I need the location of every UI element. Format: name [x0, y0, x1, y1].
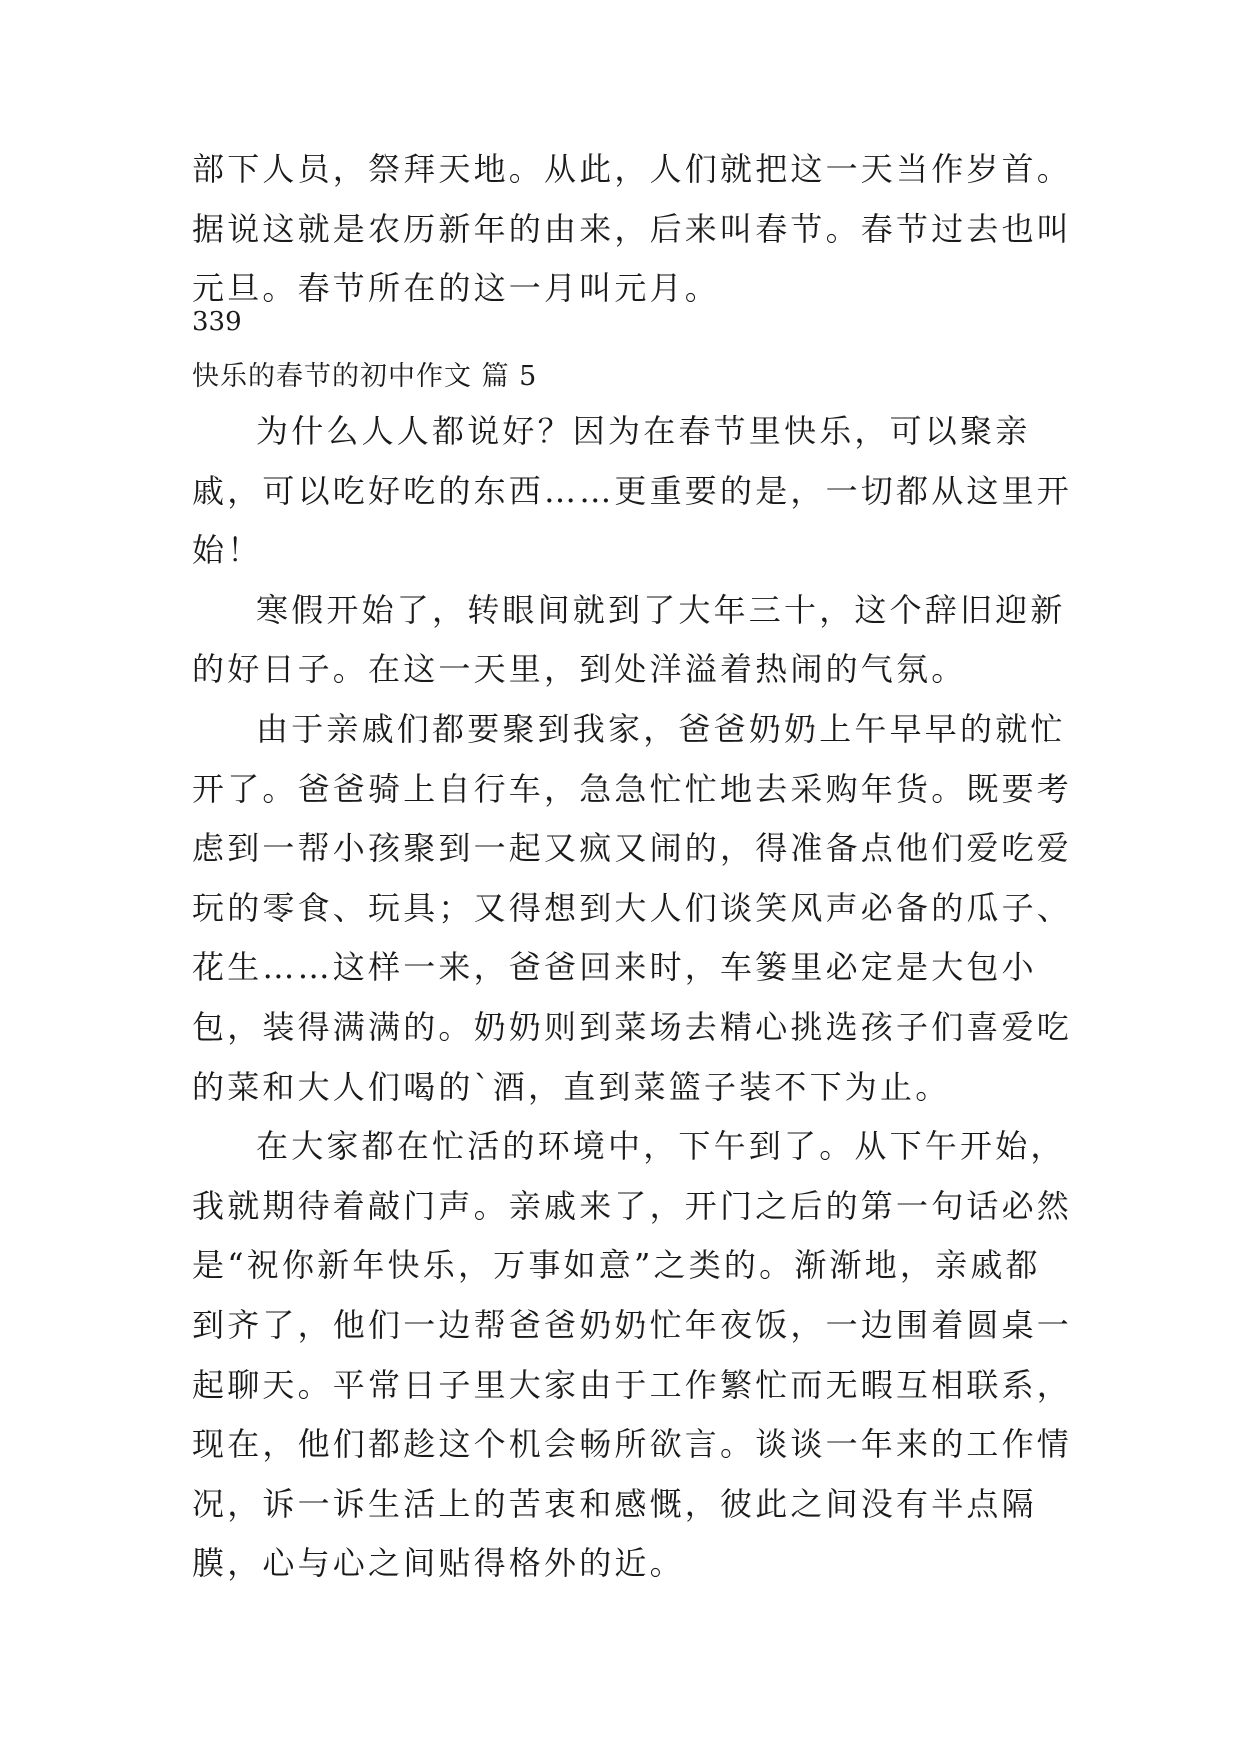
paragraph-3: 由于亲戚们都要聚到我家，爸爸奶奶上午早早的就忙开了。爸爸骑上自行车，急急忙忙地去采购年货。既要考虑到一帮小孩聚到一起又疯又闹的，得准备点他们爱吃爱玩的零食、玩具；又得想到大人们谈笑风声必备的瓜子、花生……这样一来，爸爸回来时，车篓里必定是大包小包，装得满满的。奶奶则到菜场去精心挑选孩子们喜爱吃的菜和大人们喝的`酒，直到菜篮子装不下为止。	[192, 709, 1073, 1106]
paragraph-1: 为什么人人都说好？因为在春节里快乐，可以聚亲戚，可以吃好吃的东西……更重要的是，一切都从这里开始！	[192, 412, 1073, 570]
paragraph-4: 在大家都在忙活的环境中，下午到了。从下午开始，我就期待着敲门声。亲戚来了，开门之后的第一句话必然是“祝你新年快乐，万事如意”之类的。渐渐地，亲戚都到齐了，他们一边帮爸爸奶奶忙年夜饭，一边围着圆桌一起聊天。平常日子里大家由于工作繁忙而无暇互相联系，现在，他们都趁这个机会畅所欲言。谈谈一年来的工作情况，诉一诉生活上的苦衷和感慨，彼此之间没有半点隔膜，心与心之间贴得格外的近。	[192, 1127, 1073, 1583]
section-title-block	[192, 357, 1072, 397]
top-paragraph-block	[192, 140, 1072, 319]
paragraph-2: 寒假开始了，转眼间就到了大年三十，这个辞旧迎新的好日子。在这一天里，到处洋溢着热闹的气氛。	[192, 590, 1066, 689]
page-number: 339	[192, 307, 242, 337]
paragraph-continued: 部下人员，祭拜天地。从此，人们就把这一天当作岁首。据说这就是农历新年的由来，后来叫春节。春节过去也叫元旦。春节所在的这一月叫元月。	[192, 150, 1073, 308]
page-number-block	[192, 302, 1072, 342]
section-title: 快乐的春节的初中作文 篇 5	[192, 361, 538, 392]
body-text	[192, 402, 1072, 1594]
